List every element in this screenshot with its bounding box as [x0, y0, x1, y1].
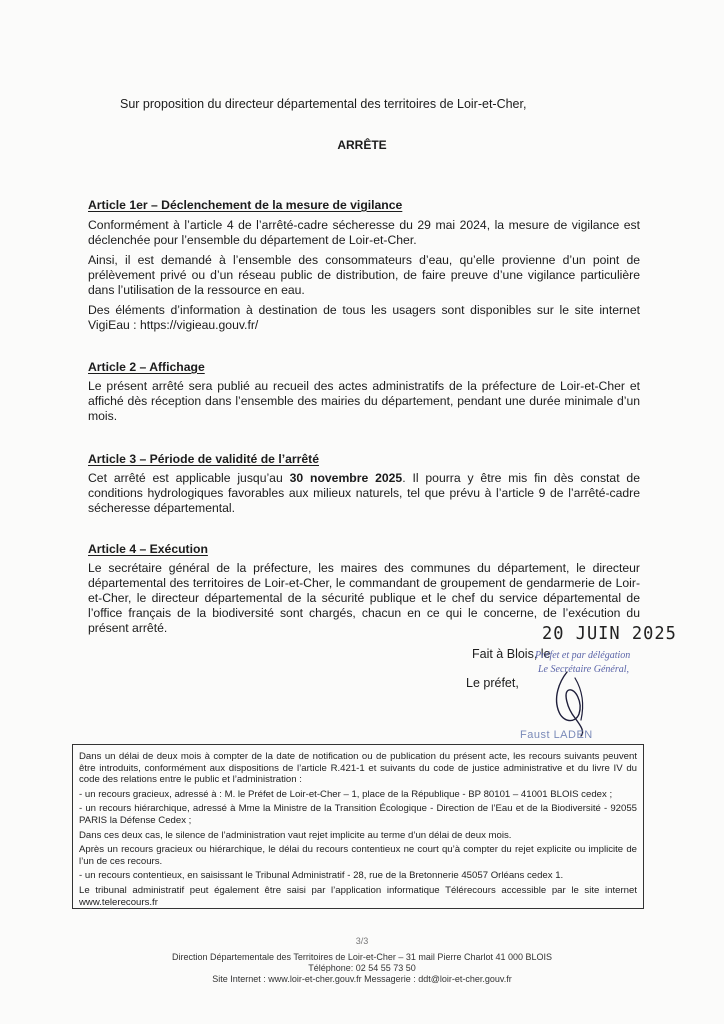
footer-contact: Site Internet : www.loir-et-cher.gouv.fr Messagerie : ddt@loir-et-cher.gouv.fr: [212, 974, 512, 984]
proposal-line: Sur proposition du directeur départemental des territoires de Loir-et-Cher,: [120, 97, 527, 111]
signature-place: Fait à Blois, le: [472, 647, 551, 661]
footer-phone: Téléphone: 02 54 55 73 50: [308, 963, 416, 973]
article-3-heading: Article 3 – Période de validité de l’arrêté: [88, 452, 319, 466]
decree-title: ARRÊTE: [337, 138, 387, 152]
signature-title: Le préfet,: [466, 676, 519, 690]
notice-paragraph: - un recours gracieux, adressé à : M. le Préfet de Loir-et-Cher – 1, place de la République - BP 80101 – 41001 BLOIS cedex ;: [79, 788, 613, 800]
appeal-notice-box: [72, 744, 644, 909]
date-stamp: 20 JUIN 2025: [542, 623, 677, 645]
delegation-stamp-line-1: Préfet et par délégation: [535, 650, 631, 661]
notice-paragraph: - un recours hiérarchique, adressé à Mme la Ministre de la Transition Écologique - Direction de l’Eau et de la Biodiversité - 92055 PARIS la Défense Cedex ;: [79, 803, 637, 826]
delegation-stamp-line-2: Le Secrétaire Général,: [538, 664, 629, 675]
article-3-end-date: 30 novembre 2025: [289, 471, 403, 485]
handwritten-signature: [545, 668, 605, 738]
article-3-text-after: . Il pourra y être mis fin dès constat de conditions hydrologiques favorables aux milieux naturels, tel que prévu à l’article 9 de l’arrêté-cadre sécheresse départemental.: [88, 471, 640, 515]
signatory-name-stamp: Faust LADEN: [520, 729, 593, 741]
article-4-heading: Article 4 – Exécution: [88, 542, 208, 556]
footer-address: Direction Départementale des Territoires de Loir-et-Cher – 31 mail Pierre Charlot 41 000 BLOIS: [171, 952, 552, 962]
article-1-paragraph-2: Ainsi, il est demandé à l’ensemble des consommateurs d’eau, qu’elle provienne d’un point de prélèvement privé ou d’un réseau public de distribution, de faire preuve d’une vigilance particulière dans l’utilisation de la ressource en eau.: [88, 253, 640, 297]
article-1-paragraph-3: Des éléments d’information à destination de tous les usagers sont disponibles sur le site internet VigiEau : https://vigieau.gouv.fr/: [88, 303, 640, 332]
notice-paragraph: Dans un délai de deux mois à compter de la date de notification ou de publication du présent acte, les recours suivants peuvent être introduits, conformément aux dispositions de l’article R.421-1 et suivants du code de justice administrative et du livre IV du code des relations entre le public et l’administration :: [79, 751, 637, 786]
notice-paragraph: - un recours contentieux, en saisissant le Tribunal Administratif - 28, rue de la Bretonnerie 45057 Orléans cedex 1.: [79, 870, 564, 882]
page-number: 3/3: [355, 936, 369, 946]
notice-paragraph: Dans ces deux cas, le silence de l’administration vaut rejet implicite au terme d’un délai de deux mois.: [79, 829, 512, 841]
article-3-paragraph: [88, 471, 640, 516]
article-1-heading: Article 1er – Déclenchement de la mesure de vigilance: [88, 198, 403, 212]
article-1-paragraph-1: Conformément à l’article 4 de l’arrêté-cadre sécheresse du 29 mai 2024, la mesure de vigilance est déclenchée pour l’ensemble du département de Loir-et-Cher.: [88, 218, 640, 247]
article-4-paragraph: Le secrétaire général de la préfecture, les maires des communes du département, le directeur départemental des territoires de Loir-et-Cher, le commandant de groupement de gendarmerie de Loir-et-Cher, le directeur départemental de la sécurité publique et le chef du service départemental de l’office français de la biodiversité sont chargés, chacun en ce qui le concerne, de l’exécution du présent arrêté.: [88, 561, 640, 635]
notice-paragraph: Après un recours gracieux ou hiérarchique, le délai du recours contentieux ne court qu’à compter du rejet explicite ou implicite de l’un de ces recours.: [79, 844, 637, 867]
article-3-text-before: Cet arrêté est applicable jusqu’au: [88, 471, 290, 485]
notice-paragraph: Le tribunal administratif peut également être saisi par l’application informatique Télérecours accessible par le site internet www.telerecours.fr: [79, 884, 637, 908]
article-2-paragraph: Le présent arrêté sera publié au recueil des actes administratifs de la préfecture de Loir-et-Cher et affiché dès réception dans l’ensemble des mairies du département, pendant une durée minimale d’un mois.: [88, 379, 640, 423]
article-2-heading: Article 2 – Affichage: [88, 360, 205, 374]
